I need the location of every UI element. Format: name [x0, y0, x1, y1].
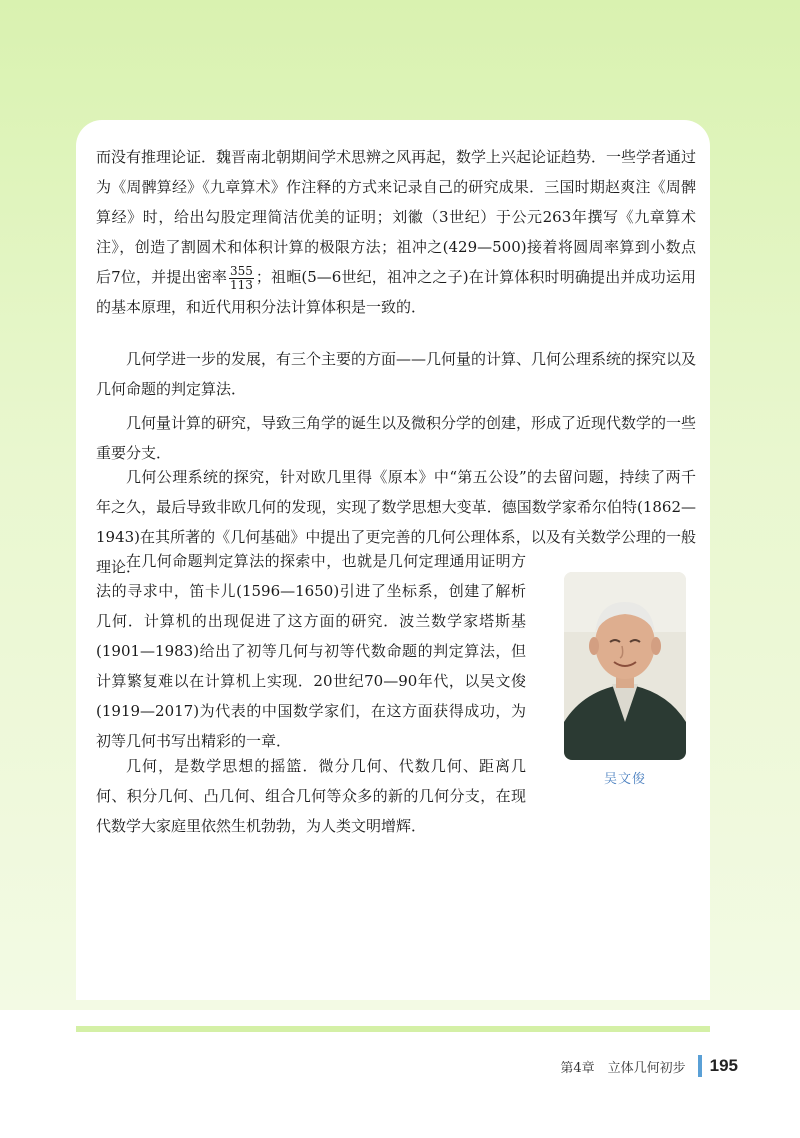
paragraph-4-text: 几何公理系统的探究，针对欧几里得《原本》中“第五公设”的去留问题，持续了两千年之久，最后导致非欧几何的发现，实现了数学思想大变革．德国数学家希尔伯特(1862—1943)在其所著的《几何基础》中提出了更完善的几何公理体系，以及有关数学公理的一般理论． [96, 468, 696, 576]
paragraph-5-text: 在几何命题判定算法的探索中，也就是几何定理通用证明方法的寻求中，笛卡儿(1596—1650)引进了坐标系，创建了解析几何．计算机的出现促进了这方面的研究．波兰数学家塔斯基(1901—1983)给出了初等几何与初等代数命题的判定算法，但计算繁复难以在计算机上实现．20世纪70—90年代，以吴文俊(1919—2017)为代表的中国数学家们，在这方面获得成功，为初等几何书写出精彩的一章． [96, 552, 526, 750]
fraction-denominator: 113 [229, 277, 253, 292]
paragraph-2-text: 几何学进一步的发展，有三个主要的方面——几何量的计算、几何公理系统的探究以及几何命题的判定算法． [96, 350, 697, 398]
footer-divider [76, 1026, 710, 1032]
paragraph-6 [96, 751, 526, 841]
paragraph-6-text: 几何，是数学思想的摇篮．微分几何、代数几何、距离几何、积分几何、凸几何、组合几何等众多的新的几何分支，在现代数学大家庭里依然生机勃勃，为人类文明增辉． [96, 757, 526, 835]
photo-caption: 吴文俊 [603, 772, 646, 787]
page-footer [560, 1054, 738, 1078]
fraction-numerator: 355 [229, 263, 253, 278]
paragraph-5 [96, 546, 526, 756]
portrait-illustration [564, 572, 686, 760]
paragraph-1-text-a: 而没有推理论证．魏晋南北朝期间学术思辨之风再起，数学上兴起论证趋势．一些学者通过为《周髀算经》《九章算术》作注释的方式来记录自己的研究成果．三国时期赵爽注《周髀算经》时，给出勾股定理简洁优美的证明；刘徽（3世纪）于公元263年撰写《九章算术注》，创造了割圆术和体积计算的极限方法；祖冲之(429—500)接着将圆周率算到小数点后7位，并提出密率 [96, 148, 697, 286]
fraction-355-113 [229, 265, 254, 292]
page-number-bar [698, 1055, 702, 1077]
chapter-title: 第4章 立体几何初步 [560, 1060, 686, 1076]
paragraph-1 [96, 142, 696, 322]
paragraph-3 [96, 408, 696, 468]
paragraph-3-text: 几何量计算的研究，导致三角学的诞生以及微积分学的创建，形成了近现代数学的一些重要分支． [96, 414, 697, 462]
page-number: 195 [709, 1056, 738, 1075]
paragraph-1-text-b: ；祖暅(5—6世纪，祖冲之之子)在计算体积时明确提出并成功运用的基本原理，和近代用积分法计算体积是一致的． [96, 268, 696, 316]
paragraph-2 [96, 344, 696, 404]
portrait-photo [564, 572, 686, 760]
